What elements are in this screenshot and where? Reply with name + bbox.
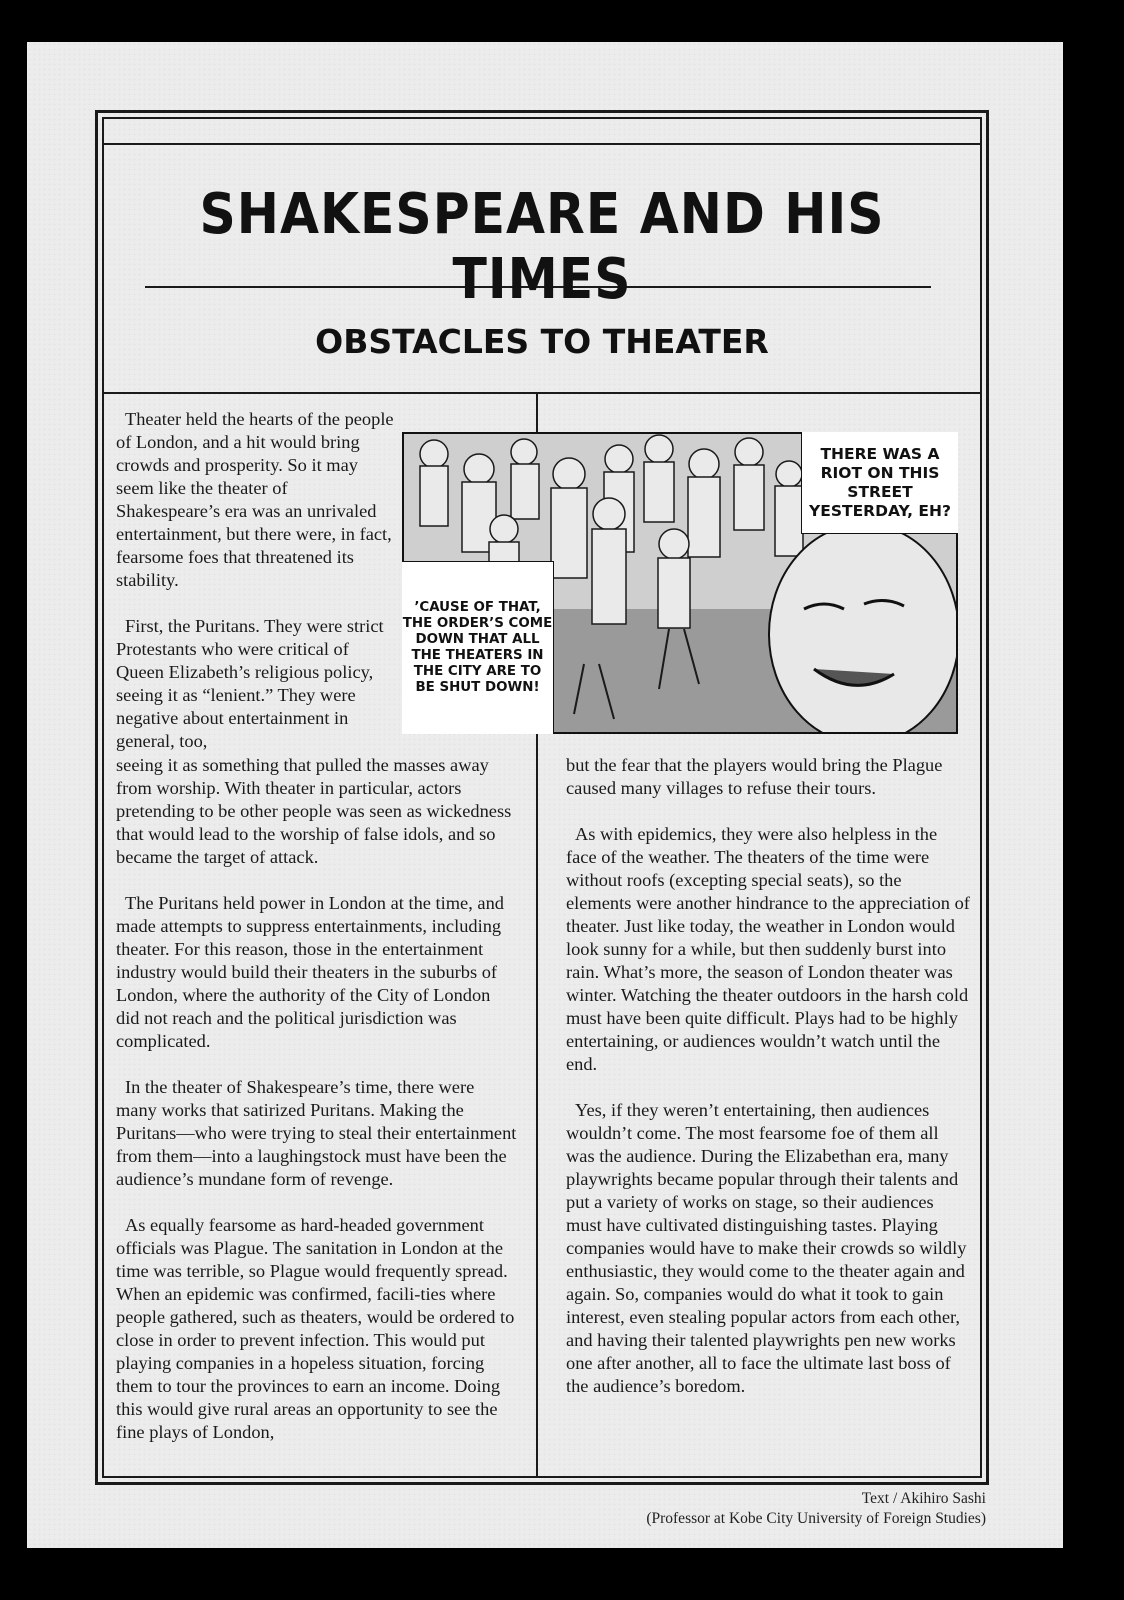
paragraph: The Puritans held power in London at the time, and made attempts to suppress entertainments, including theater. For this reason, those in the entertainment industry would build their theaters in the suburbs of London, where the authority of the City of London did not reach and the political jurisdiction was complicated.	[116, 893, 504, 1051]
paragraph: seeing it as something that pulled the masses away from worship. With theater in particular, actors pretending to be other people was seen as wickedness that would lead to the worship of false idols, and so became the target of attack.	[116, 755, 512, 867]
left-column-top	[116, 408, 396, 753]
paragraph: As equally fearsome as hard-headed government officials was Plague. The sanitation in London at the time was terrible, so Plague would frequently spread. When an epidemic was confirmed, facili-ties where people gathered, such as theaters, would be ordered to close in order to prevent infection. This would put playing companies in a hopeless situation, forcing them to tour the provinces to earn an income. Doing this would give rural areas an opportunity to see the fine plays of London,	[116, 1215, 515, 1442]
paragraph: In the theater of Shakespeare’s time, there were many works that satirized Puritans. Making the Puritans—who were trying to steal their entertainment from them—into a laughingstock must have been the audience’s mundane form of revenge.	[116, 1077, 517, 1189]
paragraph: Yes, if they weren’t entertaining, then audiences wouldn’t come. The most fearsome foe of them all was the audience. During the Elizabethan era, many playwrights became popular through their talents and put a variety of works on stage, so their audiences must have cultivated distinguishing tastes. Playing companies would have to make their crowds so wildly enthusiastic, they would come to the theater again and again. So, companies would do what it took to gain interest, even stealing popular actors from each other, and having their talented playwrights pen new works one after another, all to face the ultimate last boss of the audience’s boredom.	[566, 1100, 967, 1396]
header-bottom-rule	[102, 392, 982, 394]
speech-bubble-left: ’CAUSE OF THAT, THE ORDER’S COME DOWN THAT ALL THE THEATERS IN THE CITY ARE TO BE SHUT DOWN!	[402, 561, 554, 734]
page-title: SHAKESPEARE AND HIS TIMES	[199, 182, 885, 312]
credit-affiliation: (Professor at Kobe City University of Foreign Studies)	[646, 1510, 986, 1527]
top-rule	[102, 143, 982, 145]
right-column	[566, 754, 970, 1421]
paragraph: First, the Puritans. They were strict Protestants who were critical of Queen Elizabeth’s religious policy, seeing it as “lenient.” They were negative about entertainment in general, too,	[116, 616, 384, 751]
paragraph: but the fear that the players would bring the Plague caused many villages to refuse their tours.	[566, 755, 943, 798]
speech-bubble-right: THERE WAS A RIOT ON THIS STREET YESTERDAY, EH?	[801, 432, 958, 534]
section-subtitle: OBSTACLES TO THEATER	[315, 322, 769, 361]
author-credit	[646, 1489, 986, 1529]
paragraph: Theater held the hearts of the people of London, and a hit would bring crowds and prosperity. So it may seem like the theater of Shakespeare’s era was an unrivaled entertainment, but there were, in fact, fearsome foes that threatened its stability.	[116, 409, 394, 590]
credit-line: Text / Akihiro Sashi	[861, 1490, 986, 1507]
left-column-bottom	[116, 754, 518, 1467]
paragraph: As with epidemics, they were also helpless in the face of the weather. The theaters of the time were without roofs (excepting special seats), so the elements were another hindrance to the appreciation of theater. Just like today, the weather in London would look sunny for a while, but then suddenly burst into rain. What’s more, the season of London theater was winter. Watching the theater outdoors in the harsh cold must have been quite difficult. Plays had to be highly entertaining, or audiences wouldn’t watch until the end.	[566, 824, 970, 1074]
